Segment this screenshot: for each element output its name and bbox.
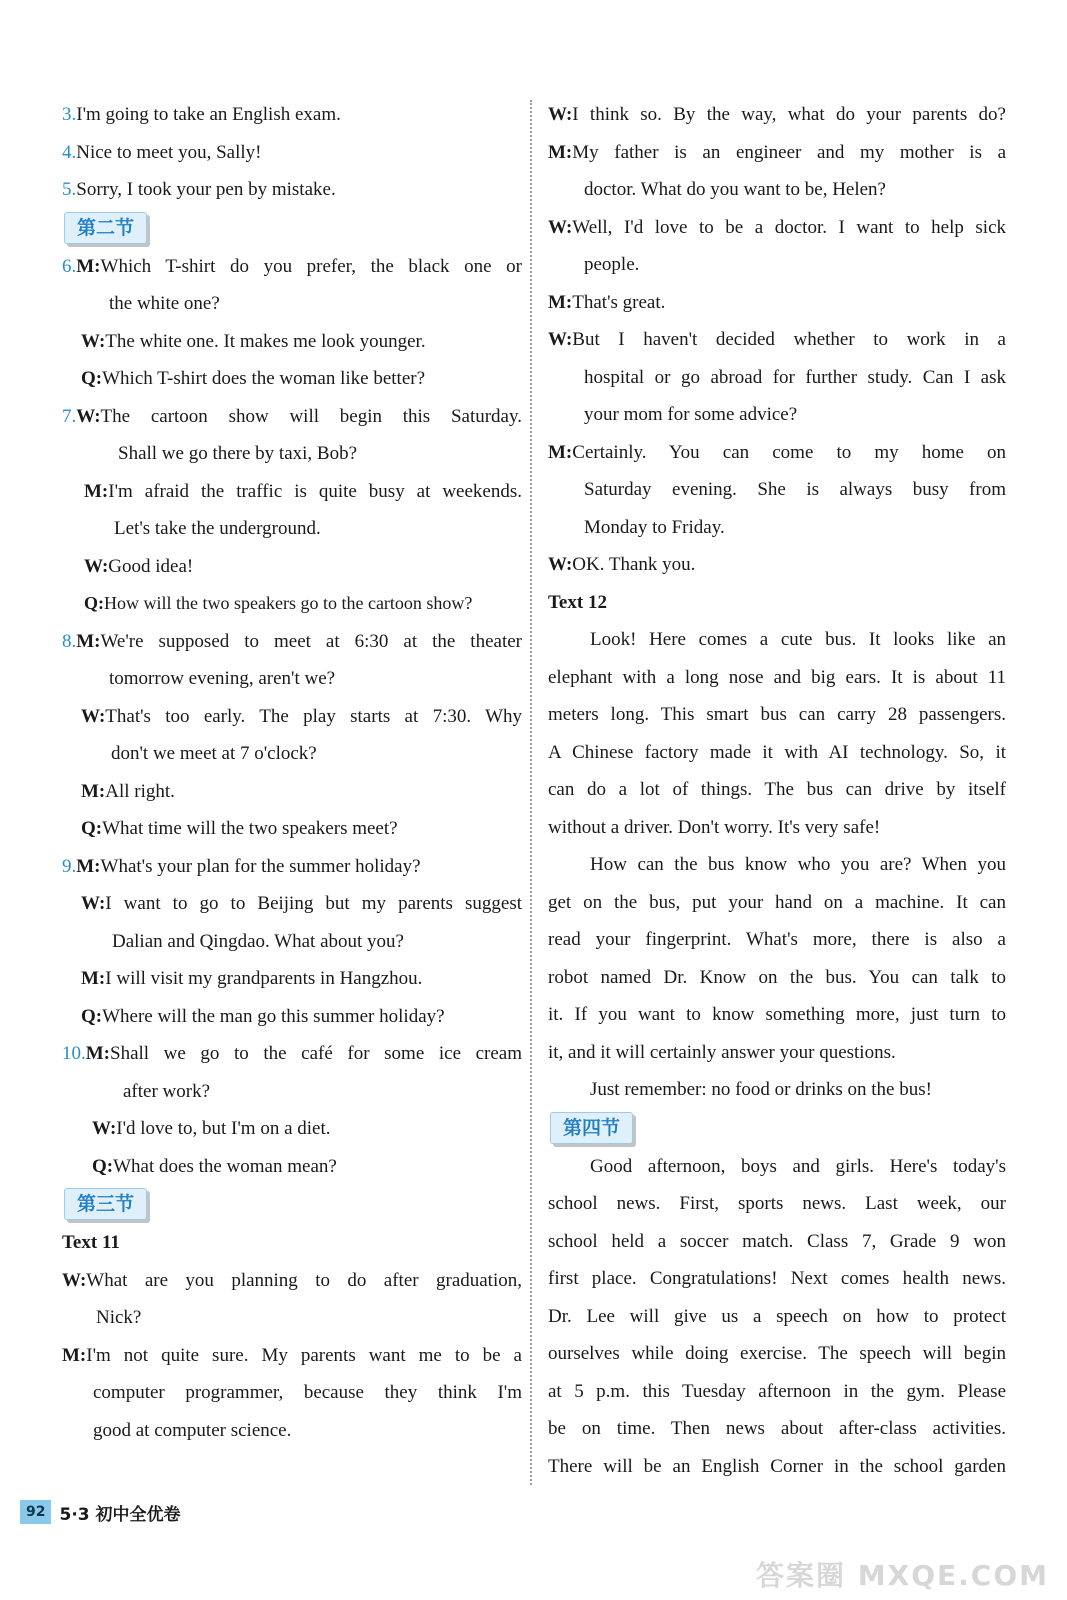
speaker-label: W: <box>548 216 573 238</box>
question-line <box>62 998 522 1036</box>
passage-line: robot named Dr. Know on the bus. You can talk to <box>548 966 1006 988</box>
dialog-line <box>62 773 522 811</box>
item-5 <box>62 171 522 209</box>
dialog-continuation: Nick? <box>96 1307 142 1328</box>
item-4 <box>62 134 522 172</box>
item-number: 9. <box>62 855 77 877</box>
item-text: Sorry, I took your pen by mistake. <box>76 179 336 200</box>
dialog-line <box>62 1262 522 1300</box>
dialog-continuation: Dalian and Qingdao. What about you? <box>112 930 404 952</box>
dialog-continuation: don't we meet at 7 o'clock? <box>111 743 317 764</box>
dialog-continuation: Shall we go there by taxi, Bob? <box>118 443 358 464</box>
passage-line: How can the bus know who you are? When you <box>590 854 1006 875</box>
dialog-text: My father is an engineer and my mother is a <box>572 141 1006 163</box>
speaker-label: M: <box>76 630 101 652</box>
dialog-line <box>62 698 522 736</box>
dialog-continuation: your mom for some advice? <box>584 404 798 425</box>
question-line <box>62 1148 522 1186</box>
question-text: Which T-shirt does the woman like better? <box>102 368 426 389</box>
item-number: 8. <box>62 630 77 652</box>
watermark: 答案圈 MXQE.COM <box>756 1559 1049 1592</box>
dialog-line <box>548 284 1006 322</box>
question-text: Where will the man go this summer holiday? <box>102 1005 445 1027</box>
speaker-label: M: <box>548 441 573 463</box>
passage-line: read your fingerprint. What's more, there is also a <box>548 929 1006 950</box>
speaker-label: W: <box>548 554 573 575</box>
item-number: 7. <box>62 405 77 427</box>
dialog-continuation: the white one? <box>109 293 220 314</box>
speaker-label: W: <box>81 893 106 914</box>
speaker-label: Q: <box>92 1155 114 1177</box>
dialog-text: Good idea! <box>108 555 194 577</box>
speaker-label: Q: <box>84 593 104 613</box>
dialog-line <box>62 623 522 661</box>
dialog-text: I want to go to Beijing but my parents suggest <box>105 893 522 914</box>
dialog-line <box>548 134 1006 172</box>
dialog-text: OK. Thank you. <box>572 554 696 575</box>
text-11-title: Text 11 <box>62 1232 120 1253</box>
dialog-line <box>62 398 522 436</box>
section-heading-3: 第三节 <box>64 1188 147 1220</box>
passage-line: first place. Congratulations! Next comes health news. <box>548 1268 1006 1289</box>
item-number: 5. <box>62 179 77 200</box>
dialog-text: What's your plan for the summer holiday? <box>100 855 421 877</box>
speaker-label: W: <box>81 330 106 352</box>
question-line <box>62 810 522 848</box>
passage-line: school news. First, sports news. Last week, our <box>548 1193 1006 1214</box>
dialog-text: Which T-shirt do you prefer, the black one or <box>100 255 522 277</box>
speaker-label: M: <box>85 1043 111 1064</box>
passage-line: it, and it will certainly answer your questions. <box>548 1041 896 1063</box>
dialog-text: But I haven't decided whether to work in a <box>572 329 1006 350</box>
dialog-text: Certainly. You can come to my home on <box>572 441 1006 463</box>
passage-line: Look! Here comes a cute bus. It looks like an <box>590 629 1006 650</box>
dialog-line <box>62 848 522 886</box>
passage-line: can do a lot of things. The bus can drive by itself <box>548 779 1006 800</box>
speaker-label: W: <box>84 555 109 577</box>
dialog-text: I'm not quite sure. My parents want me to be a <box>86 1344 522 1366</box>
dialog-line <box>62 248 522 286</box>
passage-line: Just remember: no food or drinks on the bus! <box>590 1079 932 1100</box>
dialog-text: That's great. <box>572 291 666 313</box>
item-number: 10. <box>62 1043 86 1064</box>
dialog-continuation: Let's take the underground. <box>114 518 321 539</box>
speaker-label: Q: <box>81 368 103 389</box>
dialog-continuation: doctor. What do you want to be, Helen? <box>584 179 886 200</box>
passage-line: There will be an English Corner in the school garden <box>548 1455 1006 1477</box>
item-number: 4. <box>62 141 77 163</box>
speaker-label: M: <box>84 480 109 502</box>
right-column <box>548 96 1006 1485</box>
speaker-label: W: <box>548 104 573 125</box>
speaker-label: M: <box>76 855 101 877</box>
dialog-text: All right. <box>105 780 175 802</box>
dialog-line <box>62 1035 522 1073</box>
dialog-line <box>62 1110 522 1148</box>
dialog-continuation: hospital or go abroad for further study. Can I ask <box>584 366 1006 388</box>
page-number: 92 <box>20 1500 51 1524</box>
dialog-text: Shall we go to the café for some ice cream <box>110 1043 522 1064</box>
question-line <box>62 360 522 398</box>
dialog-text: The cartoon show will begin this Saturday. <box>100 405 522 427</box>
item-3 <box>62 96 522 134</box>
dialog-line <box>62 1337 522 1375</box>
dialog-line <box>548 321 1006 359</box>
dialog-line <box>62 473 522 511</box>
question-line <box>62 585 522 623</box>
dialog-line <box>548 209 1006 247</box>
item-text: I'm going to take an English exam. <box>76 104 341 125</box>
passage-line: meters long. This smart bus can carry 28 passengers. <box>548 704 1006 725</box>
passage-line: get on the bus, put your hand on a machine. It can <box>548 891 1006 913</box>
passage-line: it. If you want to know something more, just turn to <box>548 1004 1006 1025</box>
speaker-label: M: <box>62 1344 87 1366</box>
speaker-label: M: <box>548 291 573 313</box>
text-12-title: Text 12 <box>548 591 607 613</box>
passage-line: Dr. Lee will give us a speech on how to protect <box>548 1305 1006 1327</box>
book-title: 5·3 初中全优卷 <box>59 1504 181 1525</box>
dialog-text: That's too early. The play starts at 7:30. Why <box>105 705 522 727</box>
dialog-continuation: tomorrow evening, aren't we? <box>109 668 336 689</box>
dialog-text: I think so. By the way, what do your parents do? <box>572 104 1006 125</box>
passage-line: without a driver. Don't worry. It's very safe! <box>548 816 881 838</box>
dialog-continuation: after work? <box>123 1080 211 1102</box>
passage-line: at 5 p.m. this Tuesday afternoon in the gym. Please <box>548 1380 1006 1402</box>
passage-line: ourselves while doing exercise. The speech will begin <box>548 1343 1006 1364</box>
dialog-text: I'd love to, but I'm on a diet. <box>116 1118 331 1139</box>
speaker-label: W: <box>92 1118 117 1139</box>
dialog-line <box>548 434 1006 472</box>
dialog-line <box>548 546 1006 584</box>
item-number: 3. <box>62 104 77 125</box>
passage-line: A Chinese factory made it with AI technology. So, it <box>548 741 1006 763</box>
speaker-label: M: <box>81 968 106 989</box>
item-number: 6. <box>62 255 77 277</box>
question-text: How will the two speakers go to the cartoon show? <box>104 593 473 613</box>
dialog-line <box>62 323 522 361</box>
speaker-label: W: <box>62 1269 87 1291</box>
dialog-text: I will visit my grandparents in Hangzhou. <box>105 968 423 989</box>
dialog-line <box>62 548 522 586</box>
speaker-label: Q: <box>81 1005 103 1027</box>
dialog-continuation: Monday to Friday. <box>584 516 725 538</box>
speaker-label: Q: <box>81 818 103 839</box>
dialog-text: I'm afraid the traffic is quite busy at weekends. <box>108 480 522 502</box>
dialog-line <box>62 960 522 998</box>
dialog-continuation: Saturday evening. She is always busy from <box>584 479 1006 500</box>
dialog-text: Well, I'd love to be a doctor. I want to help sick <box>572 216 1006 238</box>
speaker-label: M: <box>548 141 573 163</box>
passage-line: be on time. Then news about after-class activities. <box>548 1418 1006 1439</box>
page-footer <box>20 1497 181 1527</box>
section-heading-4: 第四节 <box>550 1112 633 1144</box>
passage-line: elephant with a long nose and big ears. It is about 11 <box>548 666 1006 688</box>
column-divider <box>530 100 532 1485</box>
item-text: Nice to meet you, Sally! <box>76 141 262 163</box>
dialog-continuation: people. <box>584 254 640 275</box>
dialog-text: We're supposed to meet at 6:30 at the theater <box>100 630 522 652</box>
passage-line: school held a soccer match. Class 7, Grade 9 won <box>548 1230 1006 1252</box>
speaker-label: M: <box>81 780 106 802</box>
left-column <box>62 96 522 1449</box>
section-heading-2: 第二节 <box>64 212 147 244</box>
question-text: What time will the two speakers meet? <box>102 818 398 839</box>
dialog-text: What are you planning to do after graduation, <box>86 1269 522 1291</box>
speaker-label: W: <box>76 405 101 427</box>
dialog-continuation: computer programmer, because they think I'm <box>93 1382 522 1403</box>
dialog-text: The white one. It makes me look younger. <box>105 330 426 352</box>
passage-line: Good afternoon, boys and girls. Here's today's <box>590 1155 1006 1177</box>
dialog-continuation: good at computer science. <box>93 1419 292 1441</box>
speaker-label: W: <box>81 705 106 727</box>
speaker-label: W: <box>548 329 573 350</box>
dialog-line <box>62 885 522 923</box>
dialog-line <box>548 96 1006 134</box>
question-text: What does the woman mean? <box>113 1155 337 1177</box>
speaker-label: M: <box>76 255 101 277</box>
